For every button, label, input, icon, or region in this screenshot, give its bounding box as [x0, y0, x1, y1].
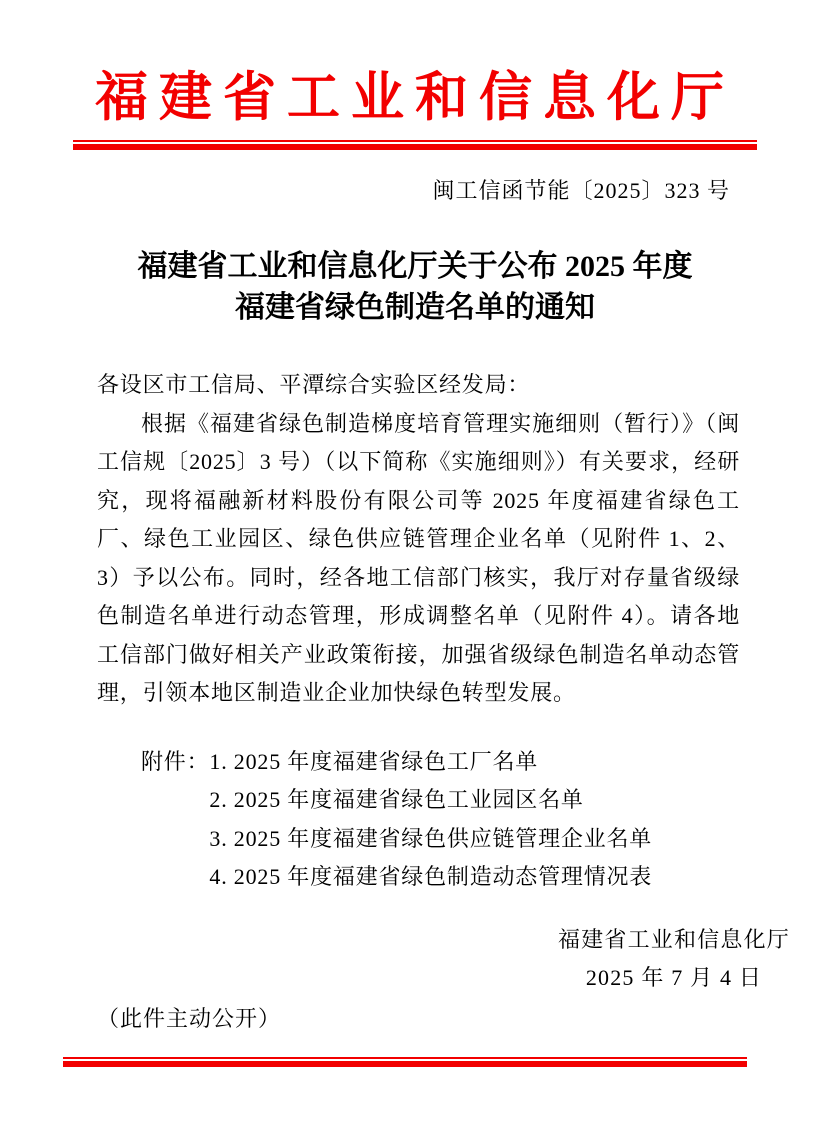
masthead-red-rule	[73, 140, 757, 150]
rule-thick-line	[63, 1061, 747, 1067]
attachments-block	[141, 743, 740, 897]
salutation-line: 各设区市工信局、平潭综合实验区经发局：	[97, 372, 531, 397]
document-body	[97, 366, 740, 713]
signature-date: 2025 年 7 月 4 日	[585, 965, 763, 990]
attachment-item-1: 1. 2025 年度福建省绿色工厂名单	[209, 748, 539, 774]
attachments-label: 附件：	[141, 748, 210, 774]
masthead-agency-title: 福建省工业和信息化厅	[95, 69, 735, 127]
attachment-item-2: 2. 2025 年度福建省绿色工业园区名单	[209, 787, 584, 812]
rule-thick-line	[73, 144, 757, 150]
signature-agency: 福建省工业和信息化厅	[557, 926, 790, 952]
body-paragraph: 根据《福建省绿色制造梯度培育管理实施细则（暂行）》（闽工信规〔2025〕3 号）（以下简称《实施细则》）有关要求，经研究，现将福融新材料股份有限公司等 2025 年度福建省绿色工厂、绿色工业园区、绿色供应链管理企业名单（见附件 1、2、3）予以公布。同时，经各地工信部门核实，我厅对存量省级绿色制造名单进行动态管理，形成调整名单（见附件 4）。请各地工信部门做好相关产业政策衔接，加强省级绿色制造名单动态管理，引领本地区制造业企业加快绿色转型发展。	[97, 410, 740, 705]
signature-block	[558, 921, 790, 998]
attachments-list	[209, 743, 652, 897]
attachment-item-4: 4. 2025 年度福建省绿色制造动态管理情况表	[209, 864, 653, 889]
attachment-item-3: 3. 2025 年度福建省绿色供应链管理企业名单	[209, 825, 653, 851]
document-title-line1: 福建省工业和信息化厅关于公布 2025 年度	[137, 250, 693, 283]
publicity-note: （此件主动公开）	[97, 1005, 282, 1031]
document-title-line2: 福建省绿色制造名单的通知	[235, 291, 595, 324]
document-title	[0, 246, 830, 328]
document-number: 闽工信函节能〔2025〕323 号	[432, 178, 730, 203]
footer-red-rule	[63, 1057, 747, 1067]
